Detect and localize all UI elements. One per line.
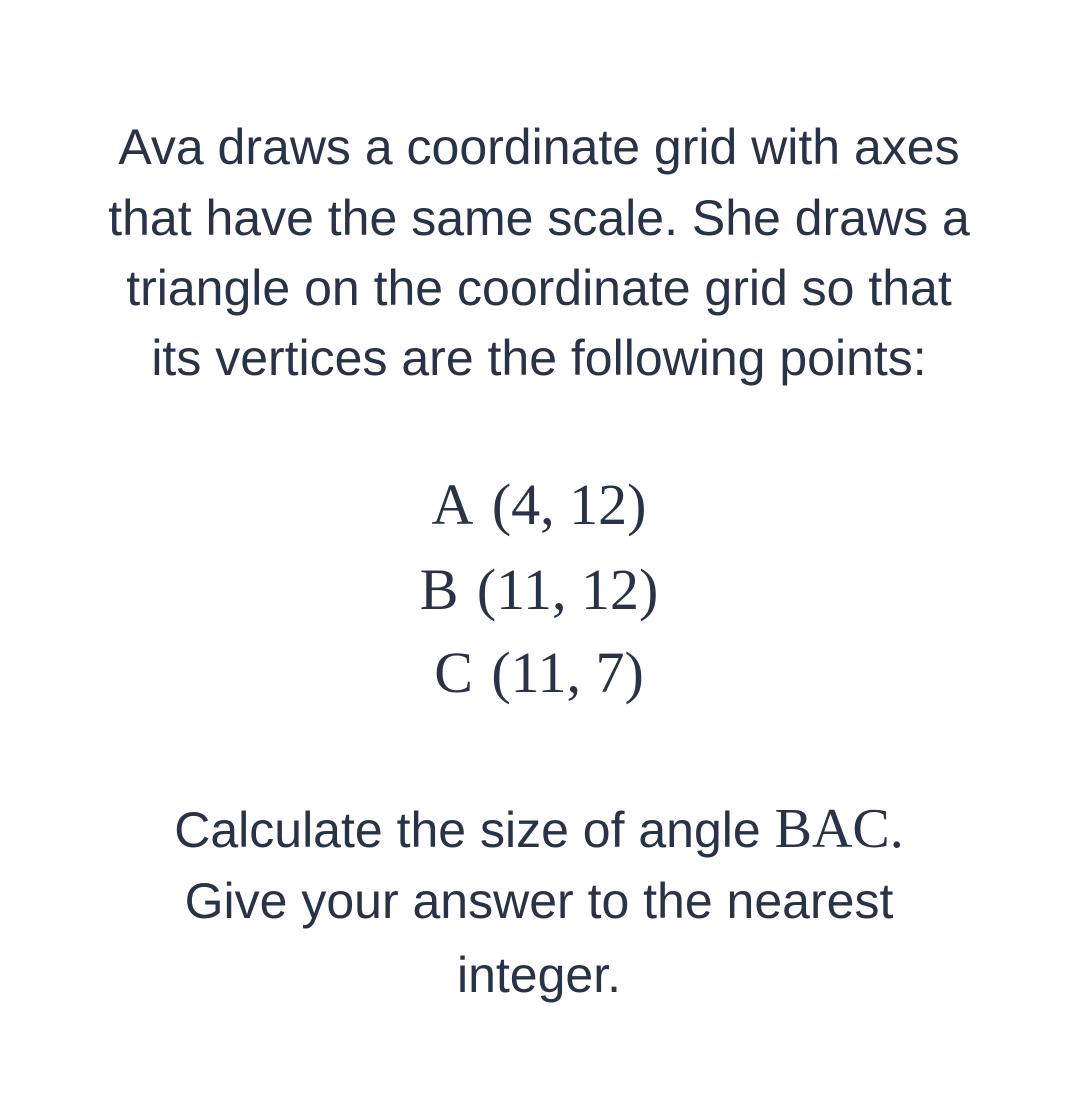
- vertex-coords: (11, 7): [491, 640, 644, 705]
- vertex-b: [0, 555, 1078, 623]
- vertex-c: [0, 638, 1078, 706]
- vertex-label: A: [431, 472, 474, 537]
- vertex-coords: (11, 12): [476, 557, 659, 622]
- vertex-coords: (4, 12): [491, 472, 647, 537]
- angle-name: BAC.: [774, 798, 904, 860]
- question-line: integer.: [456, 947, 621, 1003]
- question-line: Give your answer to the nearest: [184, 873, 894, 929]
- vertex-label: C: [434, 640, 473, 705]
- vertex-a: [0, 470, 1078, 538]
- intro-line: that have the same scale. She draws a: [108, 190, 970, 246]
- question-text: Calculate the size of angle: [174, 802, 775, 858]
- intro-line: its vertices are the following points:: [151, 330, 927, 386]
- intro-line: Ava draws a coordinate grid with axes: [118, 119, 960, 175]
- vertex-label: B: [419, 557, 459, 622]
- question-line: [0, 797, 1078, 861]
- intro-line: triangle on the coordinate grid so that: [126, 260, 952, 316]
